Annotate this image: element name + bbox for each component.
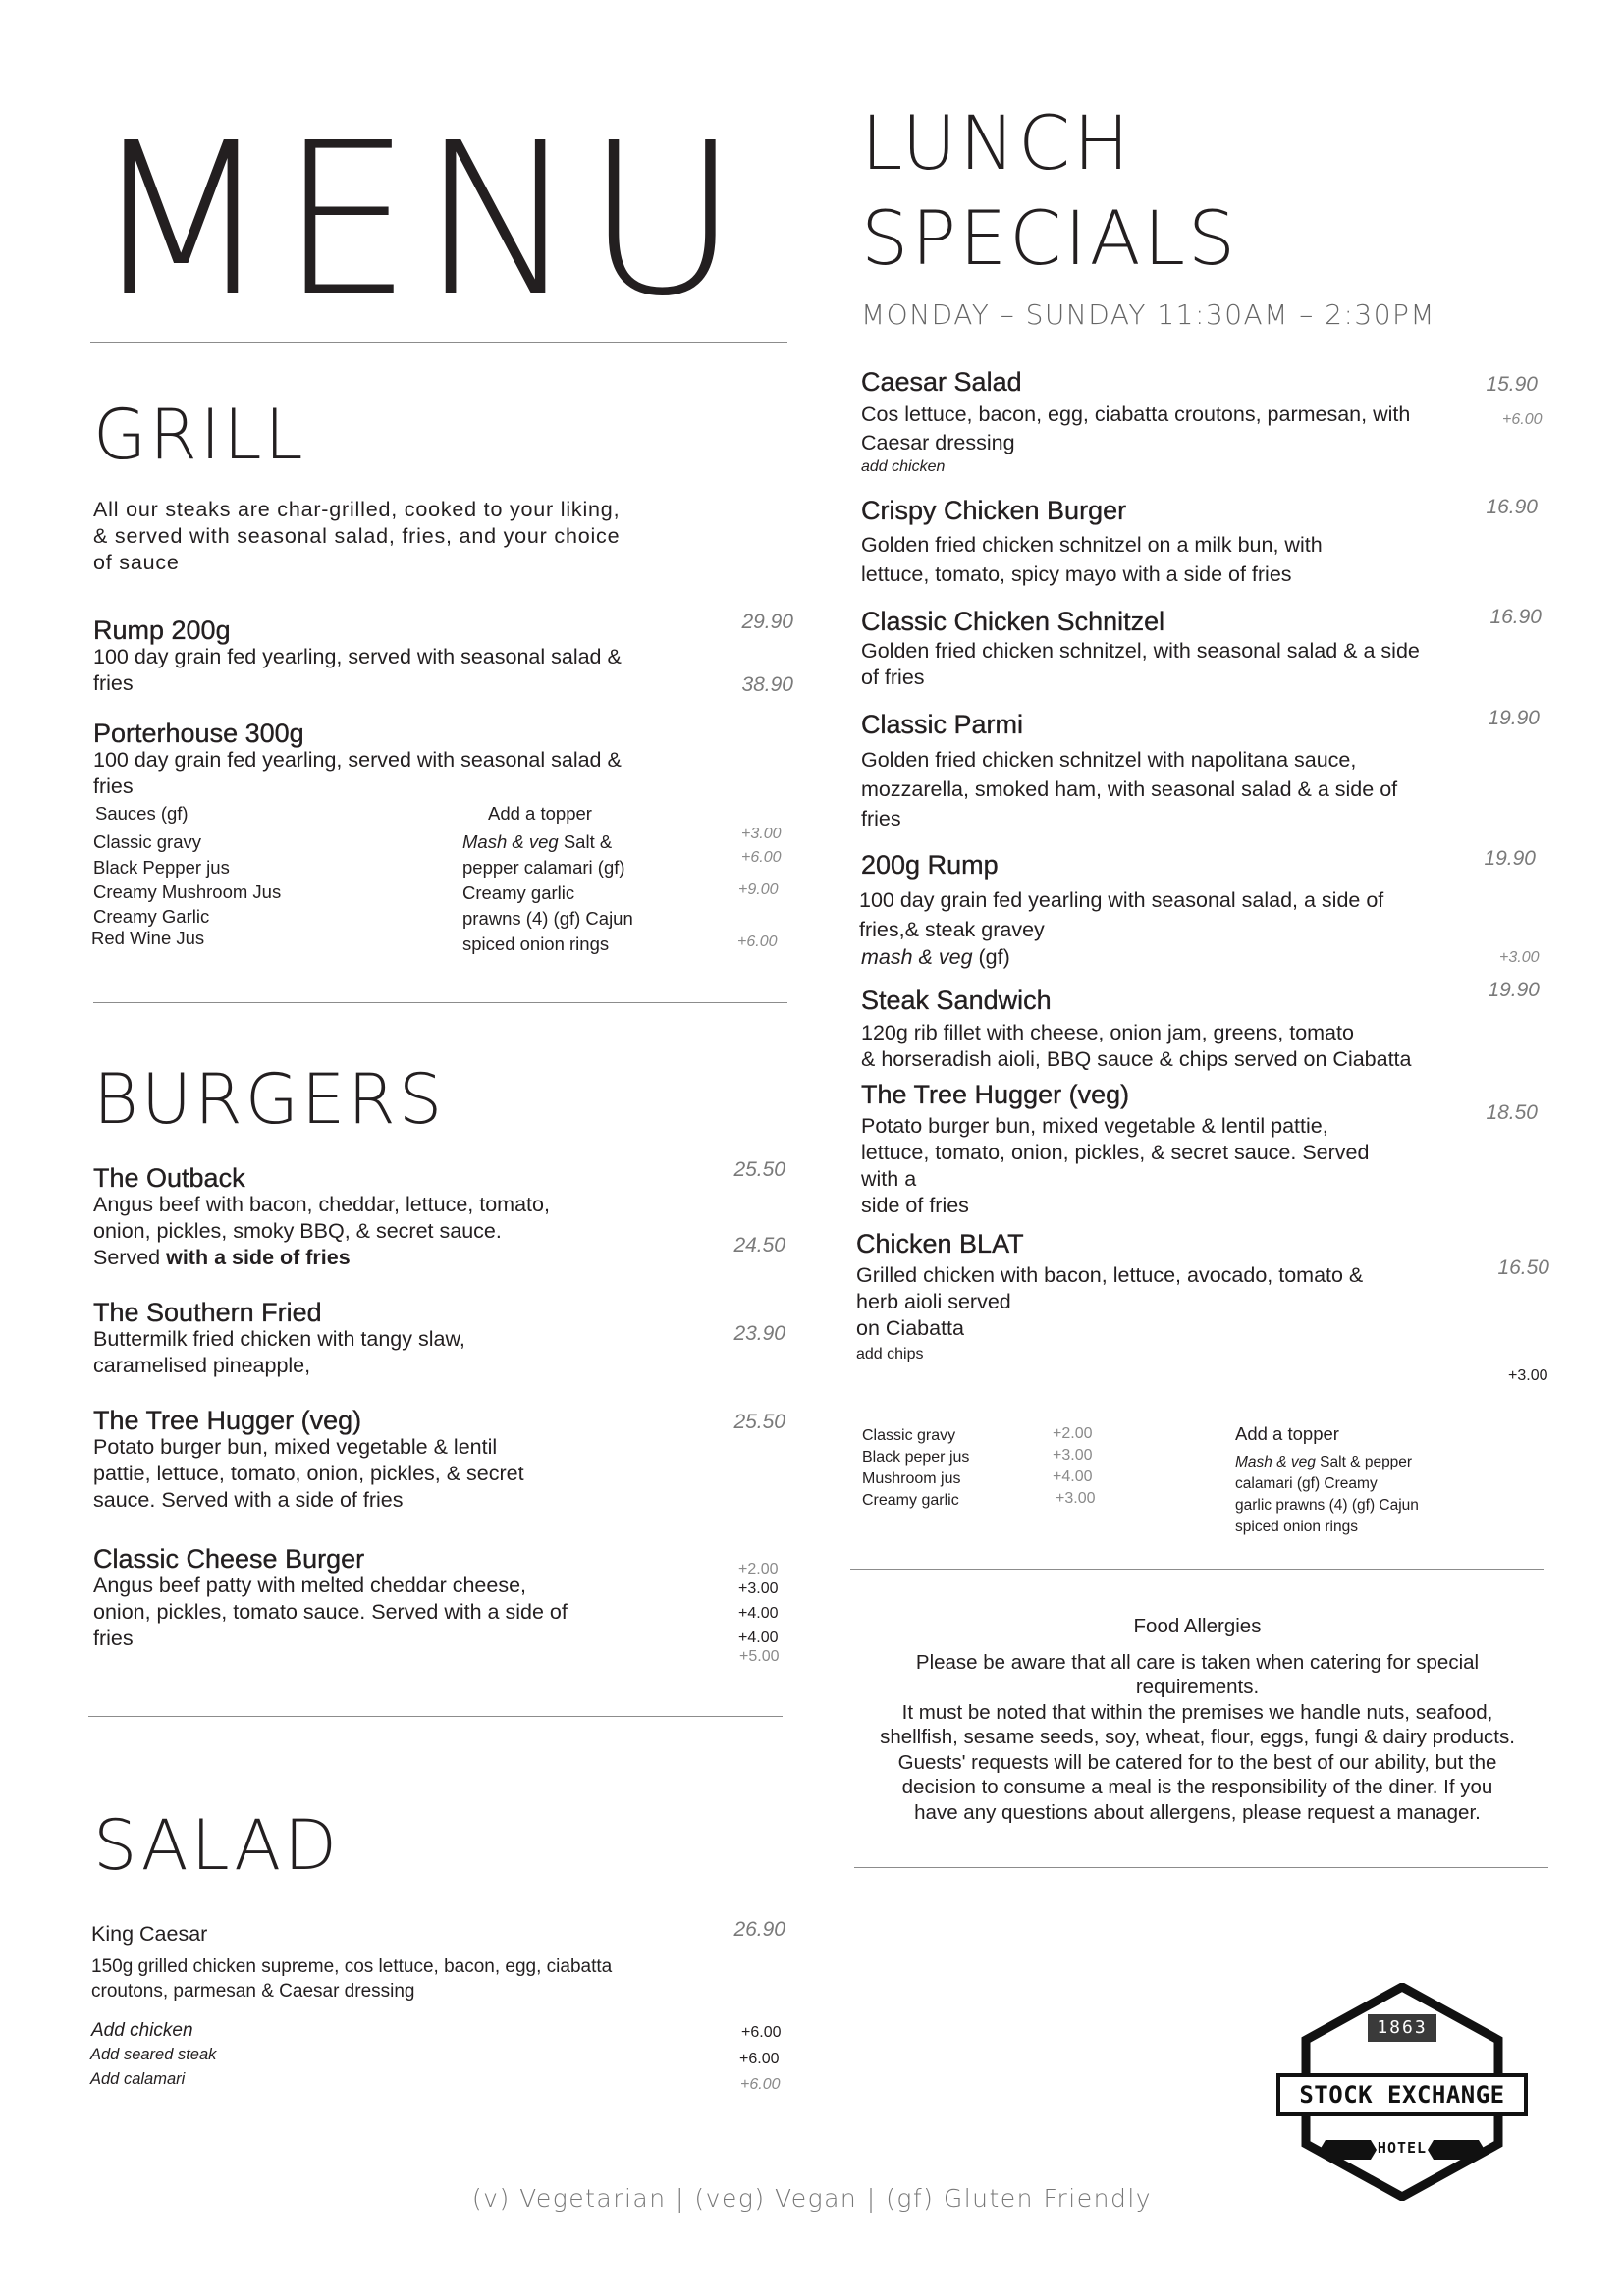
lunch-schnitzel-desc: Golden fried chicken schnitzel, with seasonal salad & a side of fries (861, 639, 1420, 689)
burger-extra-price: +4.00 (738, 1629, 779, 1646)
burger-outback-name: The Outback (93, 1163, 245, 1193)
sauce-item: Mushroom jus (862, 1470, 961, 1487)
lunch-blat-price: 16.50 (1497, 1256, 1549, 1279)
lunch-steak-sandwich-price: 19.90 (1488, 979, 1540, 1001)
burger-extra-price: +4.00 (738, 1605, 779, 1622)
salad-addon-price: +6.00 (739, 2051, 780, 2067)
sauce-item: Classic gravy (862, 1427, 956, 1444)
grill-topper-price: +9.00 (738, 881, 779, 898)
dietary-legend: (v) Vegetarian | (veg) Vegan | (gf) Gluten Friendly (471, 2184, 1153, 2213)
salad-king-desc: 150g grilled chicken supreme, cos lettuce, bacon, egg, ciabatta croutons, parmesan & Caesar dressing (91, 1956, 613, 2002)
burger-outback-desc: Angus beef with bacon, cheddar, lettuce, tomato, onion, pickles, smoky BBQ, & secret sauce. Served with a side of fries (93, 1193, 550, 1269)
lunch-rump-addon-price: +3.00 (1499, 949, 1540, 966)
stock-exchange-logo (1274, 1983, 1530, 2201)
sauce-item: Creamy Mushroom Jus (93, 881, 282, 902)
salad-addon-price: +6.00 (741, 2024, 782, 2041)
divider (850, 1569, 1544, 1570)
salad-king-price: 26.90 (733, 1918, 785, 1941)
lunch-steak-sandwich-desc: 120g rib fillet with cheese, onion jam, greens, tomato & horseradish aioli, BBQ sauce & chips served on Ciabatta (861, 1021, 1412, 1071)
lunch-topper-list: Mash & veg Salt & pepper calamari (gf) Creamy garlic prawns (4) (gf) Cajun spiced onion rings (1235, 1454, 1419, 1535)
allergies-title: Food Allergies (1133, 1615, 1262, 1637)
lunch-tree-hugger-price: 18.50 (1486, 1101, 1538, 1124)
lunch-crispy-name: Crispy Chicken Burger (861, 496, 1127, 525)
grill-rump-desc: 100 day grain fed yearling, served with seasonal salad & fries (93, 645, 622, 695)
grill-porterhouse-name: Porterhouse 300g (93, 719, 304, 748)
lunch-steak-sandwich-name: Steak Sandwich (861, 986, 1052, 1015)
grill-intro: All our steaks are char-grilled, cooked to your liking, & served with seasonal salad, fries, and your choice of sauce (93, 498, 621, 574)
lunch-crispy-price: 16.90 (1486, 496, 1538, 518)
logo-year: 1863 (1377, 2017, 1428, 2038)
burger-cheese-price: 25.50 (733, 1411, 785, 1433)
lunch-crispy-desc: Golden fried chicken schnitzel on a milk bun, with lettuce, tomato, spicy mayo with a side of fries (861, 533, 1323, 586)
grill-title: GRILL (93, 395, 306, 475)
grill-sauce-list (93, 829, 281, 948)
grill-porterhouse-price: 38.90 (741, 673, 793, 696)
lunch-tree-hugger-name: The Tree Hugger (veg) (861, 1080, 1130, 1109)
lunch-tree-hugger-desc: Potato burger bun, mixed vegetable & lentil pattie, lettuce, tomato, onion, pickles, & secret sauce. Served with a side of fries (861, 1114, 1370, 1217)
lunch-blat-addon-price: +3.00 (1508, 1367, 1548, 1384)
salad-addon-chicken: Add chicken (91, 2020, 193, 2041)
menu-title: MENU (90, 98, 747, 343)
grill-topper-price: +3.00 (741, 826, 782, 842)
divider (93, 1002, 787, 1003)
lunch-topper-label: Add a topper (1235, 1423, 1339, 1444)
sauce-item: Classic gravy (93, 831, 201, 852)
burger-tree-hugger-name: The Tree Hugger (veg) (93, 1406, 362, 1435)
burger-southern-name: The Southern Fried (93, 1298, 322, 1327)
lunch-hours: MONDAY – SUNDAY 11:30AM – 2:30PM (861, 298, 1436, 331)
burger-cheese-name: Classic Cheese Burger (93, 1544, 365, 1574)
lunch-blat-addon: add chips (856, 1346, 924, 1362)
grill-topper-price: +6.00 (741, 849, 782, 866)
lunch-parmi-desc: Golden fried chicken schnitzel with napolitana sauce, mozzarella, smoked ham, with seasonal salad & a side of fries (861, 748, 1398, 830)
burger-cheese-desc: Angus beef patty with melted cheddar cheese, onion, pickles, tomato sauce. Served with a side of fries (93, 1574, 568, 1650)
lunch-title-line2: SPECIALS (861, 194, 1239, 282)
burger-extra-price: +3.00 (738, 1580, 779, 1597)
grill-topper-price: +6.00 (737, 934, 778, 950)
salad-king-name: King Caesar (91, 1922, 208, 1946)
burger-extra-price: +5.00 (739, 1648, 780, 1665)
grill-rump-price: 29.90 (741, 611, 793, 633)
burger-tree-hugger-price: 23.90 (733, 1322, 785, 1345)
lunch-rump-name: 200g Rump (861, 850, 999, 880)
lunch-schnitzel-price: 16.90 (1489, 606, 1542, 628)
burger-outback-price: 25.50 (733, 1158, 785, 1181)
burgers-title: BURGERS (93, 1059, 446, 1140)
lunch-blat-desc: Grilled chicken with bacon, lettuce, avocado, tomato & herb aioli served on Ciabatta (856, 1263, 1364, 1340)
divider (854, 1867, 1548, 1868)
grill-topper-label: Add a topper (488, 803, 592, 824)
grill-rump-name: Rump 200g (93, 615, 231, 645)
lunch-parmi-name: Classic Parmi (861, 710, 1024, 739)
grill-topper-list: Mash & veg Salt & pepper calamari (gf) Creamy garlic prawns (4) (gf) Cajun spiced onion rings (462, 831, 633, 954)
lunch-parmi-price: 19.90 (1488, 707, 1540, 729)
lunch-sauce-prices: +2.00 +3.00 +4.00 +3.00 (1053, 1425, 1096, 1507)
burger-southern-price: 24.50 (733, 1234, 785, 1256)
lunch-caesar-name: Caesar Salad (861, 367, 1022, 397)
sauce-item: Creamy garlic (862, 1492, 959, 1509)
logo-sub: HOTEL (1377, 2139, 1428, 2157)
burger-extra-price: +2.00 (738, 1561, 779, 1577)
lunch-rump-price: 19.90 (1484, 847, 1536, 870)
lunch-schnitzel-name: Classic Chicken Schnitzel (861, 607, 1165, 636)
sauce-item: Black Pepper jus (93, 856, 230, 878)
salad-title: SALAD (93, 1805, 341, 1886)
grill-porterhouse-desc: 100 day grain fed yearling, served with seasonal salad & fries (93, 748, 622, 798)
salad-addon-calamari: Add calamari (90, 2070, 186, 2088)
lunch-rump-desc: 100 day grain fed yearling with seasonal salad, a side of fries,& steak gravey (859, 888, 1384, 941)
sauce-item: Black peper jus (862, 1449, 970, 1466)
burger-southern-desc: Buttermilk fried chicken with tangy slaw, caramelised pineapple, (93, 1327, 465, 1377)
sauce-item: Red Wine Jus (91, 927, 205, 948)
salad-addon-price: +6.00 (740, 2076, 781, 2093)
divider (90, 342, 787, 343)
divider (88, 1716, 783, 1717)
salad-addon-steak: Add seared steak (90, 2046, 217, 2063)
lunch-caesar-addon: add chicken (861, 458, 946, 475)
burger-tree-hugger-desc: Potato burger bun, mixed vegetable & lentil pattie, lettuce, tomato, onion, pickles, & secret sauce. Served with a side of fries (93, 1435, 524, 1512)
lunch-title-line1: LUNCH (861, 99, 1133, 187)
lunch-caesar-addon-price: +6.00 (1502, 411, 1543, 428)
lunch-sauce-list (862, 1425, 969, 1512)
logo-name: STOCK EXCHANGE (1299, 2081, 1505, 2109)
sauce-item: Creamy Garlic (93, 905, 210, 927)
lunch-caesar-desc: Cos lettuce, bacon, egg, ciabatta croutons, parmesan, with Caesar dressing (861, 402, 1411, 454)
lunch-caesar-price: 15.90 (1486, 373, 1538, 396)
lunch-blat-name: Chicken BLAT (856, 1229, 1024, 1258)
allergies-notice: Food Allergies Please be aware that all care is taken when catering for special requirements. It must be noted that within the premises we handle nuts, seafood, shellfish, sesame seeds, soy, wheat, flour, eggs, fungi & dairy products. Guests' requests will be catered for to the best of our ability, but the decision to consume a meal is the responsibility of the diner. If you have any questions about allergens, please request a manager. (850, 1614, 1544, 1825)
grill-sauces-label: Sauces (gf) (95, 803, 189, 824)
lunch-rump-addon: mash & veg (gf) (861, 945, 1010, 969)
